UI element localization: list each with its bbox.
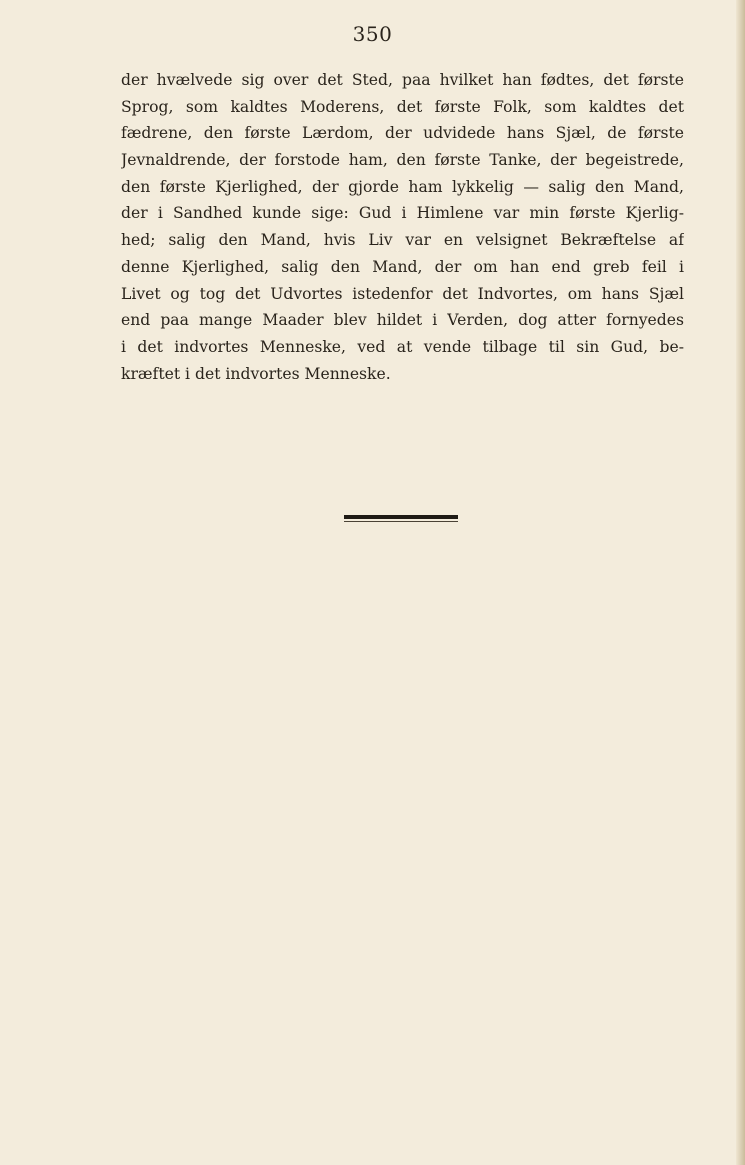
page-edge xyxy=(736,0,745,1165)
text-line: kræftet i det indvortes Menneske. xyxy=(121,364,391,383)
text-line: Livet og tog det Udvortes istedenfor det Indvortes, om hans Sjæl xyxy=(121,284,684,303)
text-line: i det indvortes Menneske, ved at vende tilbage til sin Gud, be- xyxy=(121,337,684,356)
section-end-rule xyxy=(344,515,458,519)
text-line: Jevnaldrende, der forstode ham, den første Tanke, der begeistrede, xyxy=(121,151,684,170)
body-text xyxy=(121,67,684,387)
text-line: der i Sandhed kunde sige: Gud i Himlene var min første Kjerlig- xyxy=(121,204,684,223)
text-line: hed; salig den Mand, hvis Liv var en velsignet Bekræftelse af xyxy=(121,231,684,250)
section-end-rule-thin xyxy=(344,521,458,522)
text-line: fædrene, den første Lærdom, der udvidede hans Sjæl, de første xyxy=(121,124,684,143)
page-number: 350 xyxy=(352,22,393,46)
text-line: end paa mange Maader blev hildet i Verden, dog atter fornyedes xyxy=(121,311,684,330)
text-line: der hvælvede sig over det Sted, paa hvilket han fødtes, det første xyxy=(121,71,684,89)
text-line: den første Kjerlighed, der gjorde ham lykkelig — salig den Mand, xyxy=(121,177,684,196)
text-line: denne Kjerlighed, salig den Mand, der om han end greb feil i xyxy=(121,257,684,276)
text-line: Sprog, som kaldtes Moderens, det første Folk, som kaldtes det xyxy=(121,97,684,116)
